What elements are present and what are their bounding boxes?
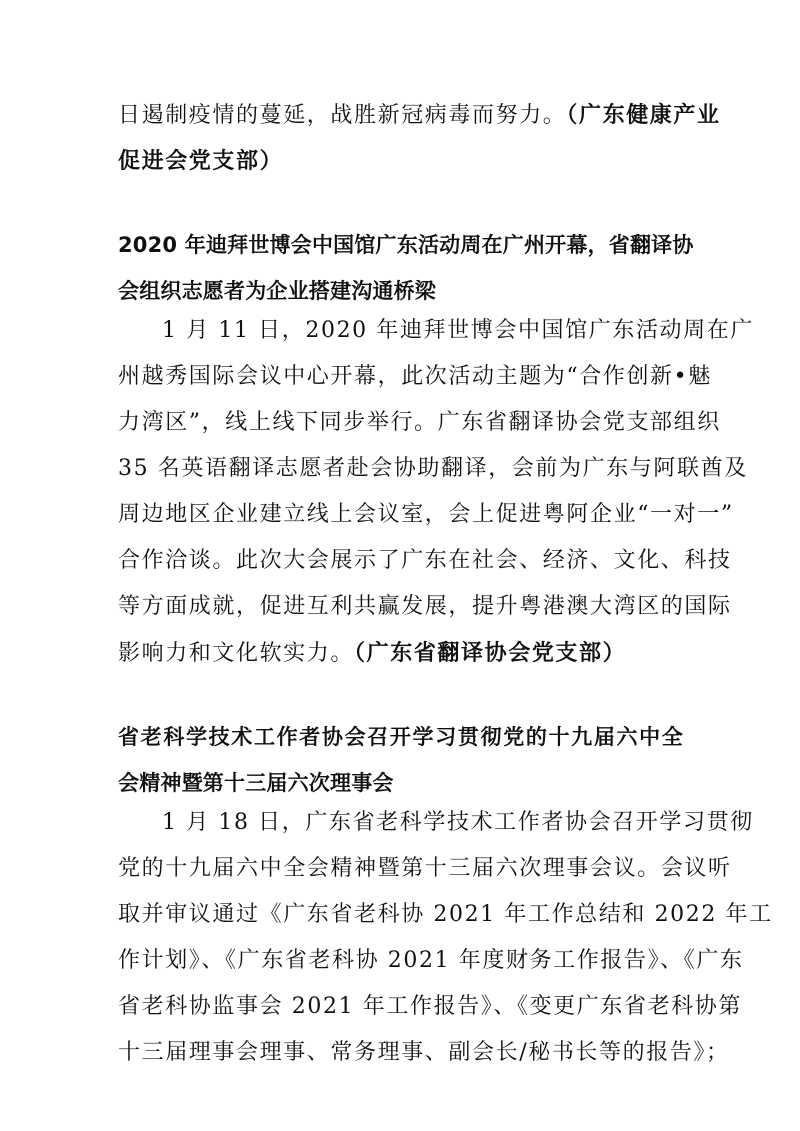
paragraph-line: 1 月 18 日，广东省老科学技术工作者协会召开学习贯彻	[162, 810, 754, 835]
paragraph-line: 周边地区企业建立线上会议室，会上促进粤阿企业“一对一”	[118, 502, 734, 527]
paragraph-line: 作计划》、《广东省老科协 2021 年度财务工作报告》、《广东	[118, 948, 744, 973]
article-title: 会精神暨第十三届六次理事会	[118, 771, 394, 795]
paragraph-line: 合作洽谈。此次大会展示了广东在社会、经济、文化、科技	[118, 548, 732, 573]
paragraph-line: 35 名英语翻译志愿者赴会协助翻译，会前为广东与阿联酋及	[118, 456, 748, 481]
paragraph-line	[118, 638, 683, 669]
article-title: 会组织志愿者为企业搭建沟通桥梁	[118, 279, 436, 303]
paragraph-line: 力湾区”，线上线下同步举行。广东省翻译协会党支部组织	[118, 410, 721, 435]
source-attribution: （广东省翻译协会党支部）	[354, 640, 627, 666]
paragraph-text: 日遏制疫情的蔓延，战胜新冠病毒而努力。	[118, 103, 567, 128]
paragraph-line: 1 月 11 日，2020 年迪拜世博会中国馆广东活动周在广	[162, 318, 754, 343]
paragraph-text: 影响力和文化软实力。	[118, 641, 355, 666]
source-attribution: 促进会党支部）	[118, 148, 284, 174]
article-title: 2020 年迪拜世博会中国馆广东活动周在广州开幕，省翻译协	[118, 233, 694, 257]
paragraph-line: 十三届理事会理事、常务理事、副会长/秘书长等的报告》；	[118, 1040, 730, 1065]
paragraph-line: 取并审议通过《广东省老科协 2021 年工作总结和 2022 年工	[118, 902, 773, 927]
source-attribution: （广东健康产业	[566, 102, 721, 128]
paragraph-line: 省老科协监事会 2021 年工作报告》、《变更广东省老科协第	[118, 994, 742, 1019]
paragraph-line: 等方面成就，促进互利共赢发展，提升粤港澳大湾区的国际	[118, 594, 732, 619]
paragraph-line: 党的十九届六中全会精神暨第十三届六次理事会议。会议听	[118, 856, 732, 881]
paragraph-line: 州越秀国际会议中心开幕，此次活动主题为“合作创新•魅	[118, 364, 712, 389]
paragraph-line	[118, 100, 721, 131]
article-title: 省老科学技术工作者协会召开学习贯彻党的十九届六中全	[118, 725, 683, 749]
